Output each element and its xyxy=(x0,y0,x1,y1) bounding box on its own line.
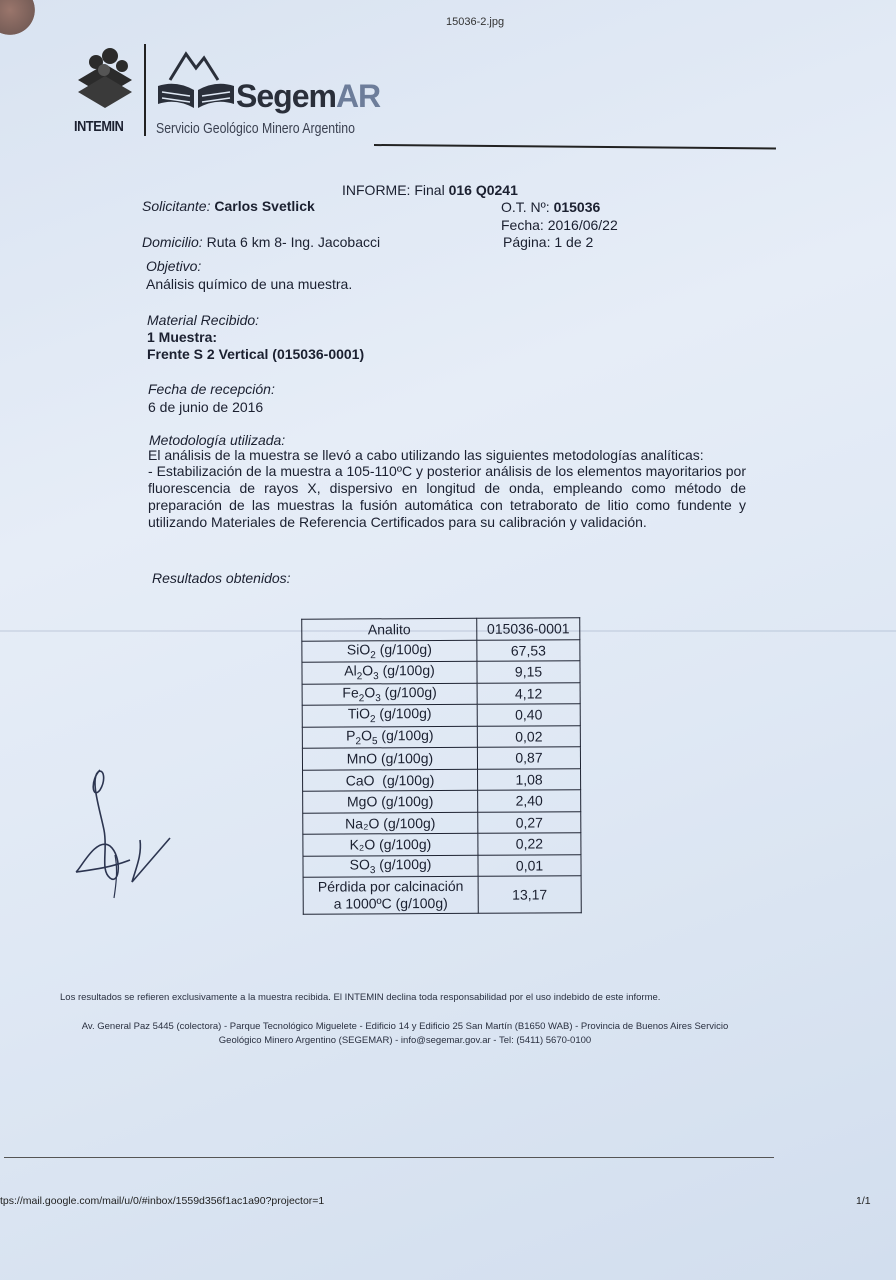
intemin-logo-icon xyxy=(74,44,136,114)
formula-subscript: 2 xyxy=(370,649,376,662)
value-cell: 9,15 xyxy=(477,661,580,683)
value-cell: 2,40 xyxy=(478,790,581,812)
analito-cell xyxy=(303,855,478,877)
formula-part: MgO xyxy=(346,793,378,810)
value-cell: 0,27 xyxy=(478,811,581,833)
unit-label: (g/100g) xyxy=(377,726,434,744)
formula-part: CaO xyxy=(345,772,375,789)
formula-subscript: 5 xyxy=(371,735,378,748)
solicitante xyxy=(142,198,315,214)
segemar-name-ar: AR xyxy=(335,78,381,114)
footer-disclaimer: Los resultados se refieren exclusivamente a la muestra recibida. El INTEMIN declina toda responsabilidad por el uso indebido de este informe. xyxy=(60,992,661,1003)
footer-address: Av. General Paz 5445 (colectora) - Parque Tecnológico Miguelete - Edificio 14 y Edificio 25 San Martín (B1650 WAB) - Provincia de Buenos Aires Servicio Geológico Minero Argentino (SEGEMAR) - info@segemar.gov.ar - Tel: (5411) 5670-0100 xyxy=(81,1021,729,1046)
formula-subscript: 3 xyxy=(373,671,379,683)
report-title-label: INFORME: Final xyxy=(342,182,445,198)
table-row xyxy=(302,725,580,748)
unit-label: (g/100g) xyxy=(375,705,432,722)
results-body xyxy=(302,639,581,914)
unit-label: (g/100g) xyxy=(375,855,432,873)
unit-label: (g/100g) xyxy=(378,662,435,679)
analito-cell xyxy=(302,640,477,662)
material-label: Material Recibido: xyxy=(147,312,260,328)
unit-label: (g/100g) xyxy=(379,814,436,832)
analito-cell xyxy=(302,726,477,748)
ot-value: 015036 xyxy=(553,199,601,215)
browser-footer-rule xyxy=(4,1157,774,1158)
value-cell: 0,01 xyxy=(478,854,581,876)
recepcion-value: 6 de junio de 2016 xyxy=(148,399,264,415)
header-rule xyxy=(374,144,776,150)
table-row xyxy=(303,833,581,856)
domicilio-value: Ruta 6 km 8- Ing. Jacobacci xyxy=(206,234,381,250)
table-row xyxy=(303,854,581,877)
table-row xyxy=(302,704,580,727)
browser-page-count: 1/1 xyxy=(856,1195,871,1207)
formula-part: K₂O xyxy=(349,836,376,853)
value-cell: 0,87 xyxy=(477,747,580,769)
table-row xyxy=(302,639,580,662)
recepcion-label: Fecha de recepción: xyxy=(148,381,275,397)
formula-subscript: 2 xyxy=(356,671,363,683)
photo-corner-background xyxy=(0,0,38,40)
unit-label: (g/100g) xyxy=(377,750,434,767)
table-row xyxy=(302,661,580,684)
formula-subscript: 2 xyxy=(358,693,365,705)
page-number: Página: 1 de 2 xyxy=(503,234,594,250)
report-title xyxy=(342,182,518,198)
formula-part: Pérdida por calcinación a 1000ºC (g/100g) xyxy=(317,877,464,912)
analito-cell xyxy=(303,876,478,914)
analito-cell xyxy=(303,812,478,834)
header-sample: 015036-0001 xyxy=(477,618,580,640)
segemar-subtitle: Servicio Geológico Minero Argentino xyxy=(156,120,355,137)
results-table xyxy=(301,617,582,914)
formula-part: MnO xyxy=(346,750,378,767)
analito-cell xyxy=(302,661,477,683)
header-analito: Analito xyxy=(302,618,477,640)
value-cell: 1,08 xyxy=(478,768,581,790)
formula-part: O xyxy=(364,684,376,701)
unit-label: (g/100g) xyxy=(374,771,435,789)
segemar-name-main: Segem xyxy=(236,78,336,114)
formula-part: O xyxy=(359,641,371,658)
material-name: Frente S 2 Vertical (015036-0001) xyxy=(147,346,365,362)
solicitante-label: Solicitante: xyxy=(142,198,211,214)
intemin-name: INTEMIN xyxy=(74,118,124,135)
table-row xyxy=(302,747,580,770)
table-row xyxy=(303,790,581,813)
unit-label: (g/100g) xyxy=(380,683,437,701)
value-cell: 0,22 xyxy=(478,833,581,855)
formula-part: Si xyxy=(346,641,360,658)
domicilio xyxy=(142,234,380,250)
formula-part: O xyxy=(359,705,370,722)
segemar-logo-icon xyxy=(156,46,236,112)
formula-part: O xyxy=(362,662,374,679)
formula-subscript: 3 xyxy=(369,864,376,877)
browser-url: tps://mail.google.com/mail/u/0/#inbox/1559d356f1ac1a90?projector=1 xyxy=(0,1195,325,1207)
formula-part: O xyxy=(360,727,372,744)
formula-part: Ti xyxy=(347,705,360,722)
metodologia-text: - Estabilización de la muestra a 105-110ºC y posterior análisis de los elementos mayoritarios por fluorescencia de rayos X, dispersivo en longitud de onda, empleando como método de preparación de las muestras la fusión automática con tetraborato de litio como fundente y utilizando Materiales de Referencia Certificados para su calibración y validación. xyxy=(148,463,746,530)
formula-part: Al xyxy=(344,662,357,679)
logo-divider xyxy=(144,44,146,136)
ot-label: O.T. Nº: xyxy=(501,199,550,215)
formula-subscript: 2 xyxy=(369,714,376,726)
objetivo-value: Análisis químico de una muestra. xyxy=(146,276,353,292)
segemar-name xyxy=(236,78,380,115)
formula-part: Na₂O xyxy=(345,815,380,832)
metodologia-label: Metodología utilizada: xyxy=(149,432,286,448)
objetivo-label: Objetivo: xyxy=(146,258,202,274)
table-row xyxy=(303,768,581,791)
unit-label: (g/100g) xyxy=(375,836,432,853)
table-row xyxy=(303,876,581,914)
analito-cell xyxy=(303,833,478,855)
value-cell: 13,17 xyxy=(478,876,581,914)
value-cell: 0,40 xyxy=(477,704,580,726)
material-count: 1 Muestra: xyxy=(147,329,218,345)
report-number: 016 Q0241 xyxy=(448,182,518,198)
table-row xyxy=(303,811,581,834)
file-name: 15036-2.jpg xyxy=(446,16,505,28)
report-date: Fecha: 2016/06/22 xyxy=(501,217,618,233)
table-row xyxy=(302,682,580,705)
formula-part: O xyxy=(358,856,370,873)
analito-cell xyxy=(302,683,477,705)
formula-part: P xyxy=(346,727,356,744)
resultados-label: Resultados obtenidos: xyxy=(152,570,291,586)
analito-cell xyxy=(302,704,477,726)
formula-subscript: 2 xyxy=(355,736,362,748)
formula-part: S xyxy=(349,856,359,873)
solicitante-value: Carlos Svetlick xyxy=(214,198,315,214)
handwritten-signature xyxy=(70,760,190,900)
domicilio-label: Domicilio: xyxy=(142,234,203,250)
unit-label: (g/100g) xyxy=(375,640,432,658)
analito-cell xyxy=(303,769,478,791)
analito-cell xyxy=(303,790,478,812)
analito-cell xyxy=(302,747,477,769)
value-cell: 4,12 xyxy=(477,682,580,704)
ot-number xyxy=(501,199,600,215)
formula-part: Fe xyxy=(342,684,359,701)
metodologia-intro: El análisis de la muestra se llevó a cabo utilizando las siguientes metodologías analíticas: xyxy=(148,447,704,463)
value-cell: 0,02 xyxy=(477,725,580,747)
unit-label: (g/100g) xyxy=(377,793,434,810)
value-cell: 67,53 xyxy=(477,639,580,661)
table-header-row xyxy=(302,618,580,641)
formula-subscript: 3 xyxy=(375,692,381,704)
